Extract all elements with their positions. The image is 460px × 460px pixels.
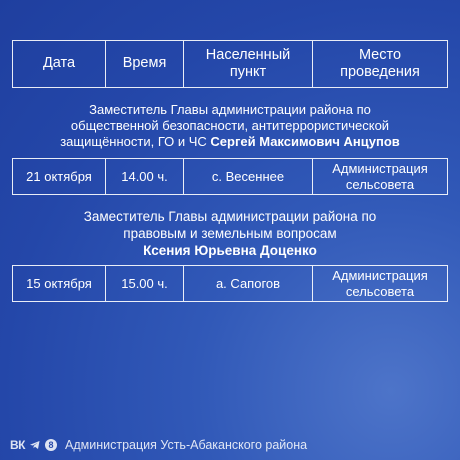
header-time: Время [105, 41, 183, 87]
table-row [12, 158, 448, 195]
vk-icon[interactable]: ВК [10, 438, 25, 452]
row-time: 14.00 ч. [105, 159, 183, 194]
table-header [12, 40, 448, 88]
ok-icon[interactable]: 8 [45, 439, 57, 451]
header-settlement: Населенный пункт [183, 41, 312, 87]
person-name: Ксения Юрьевна Доценко [143, 243, 317, 258]
section-title-line: правовым и земельным вопросам [123, 226, 337, 241]
row-date: 21 октября [26, 168, 92, 184]
row-place: Администрация сельсовета [312, 266, 447, 301]
telegram-icon[interactable] [29, 439, 41, 451]
row-date: 15 октября [26, 275, 92, 291]
footer-text: Администрация Усть-Абаканского района [65, 438, 308, 452]
row-time: 15.00 ч. [105, 266, 183, 301]
header-place: Место проведения [312, 41, 447, 87]
footer [10, 436, 307, 454]
row-settlement: с. Весеннее [183, 159, 312, 194]
row-settlement: а. Сапогов [183, 266, 312, 301]
section-title-line: Заместитель Главы администрации района по [89, 102, 371, 117]
person-name: Сергей Максимович Анцупов [210, 134, 400, 149]
table-row [12, 265, 448, 302]
section-title-line [12, 134, 448, 150]
section-title-line [12, 242, 448, 259]
section-title-line: Заместитель Главы администрации района по [83, 209, 377, 224]
section-title-line: общественной безопасности, антитеррористической [70, 118, 390, 133]
row-place: Администрация сельсовета [312, 159, 447, 194]
section-title-prefix: защищённости, ГО и ЧС [60, 134, 211, 149]
schedule-card [12, 30, 448, 316]
section-title-docenko [12, 208, 448, 259]
section-title-ancupov [12, 102, 448, 150]
header-date: Дата [42, 55, 76, 72]
